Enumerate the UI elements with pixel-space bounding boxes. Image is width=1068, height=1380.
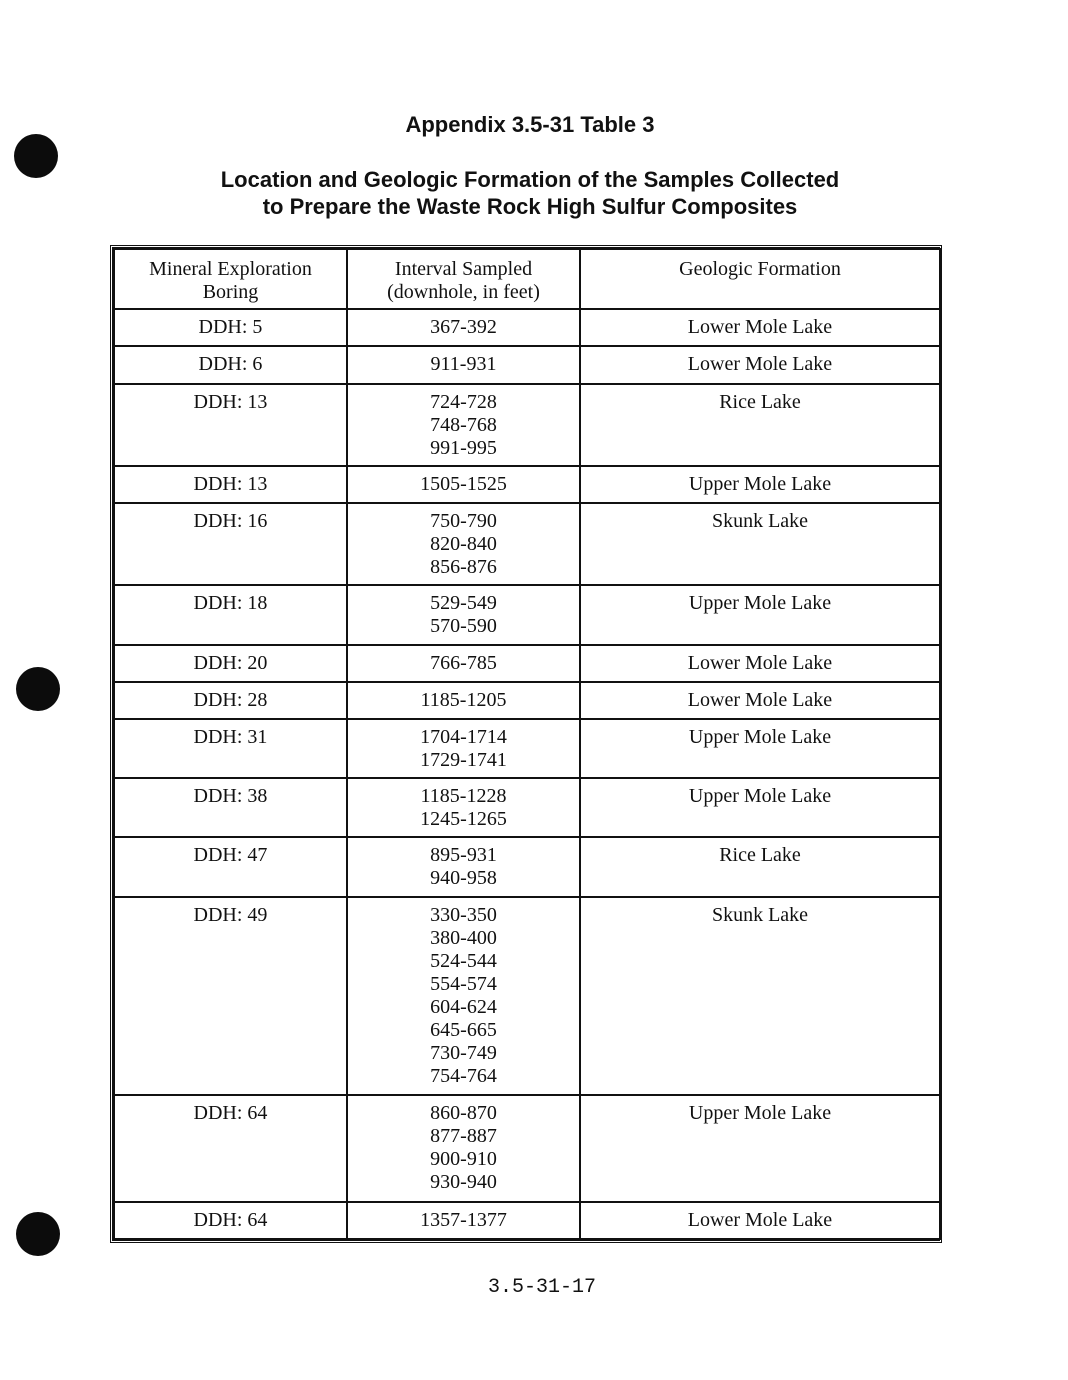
cell-boring: DDH: 49 bbox=[114, 897, 347, 1096]
interval-value: 380-400 bbox=[430, 926, 497, 949]
page-title: Appendix 3.5-31 Table 3 bbox=[405, 112, 655, 137]
interval-value: 554-574 bbox=[430, 972, 497, 995]
interval-value: 524-544 bbox=[430, 949, 497, 972]
header-text: Interval Sampled bbox=[394, 258, 533, 280]
table-row bbox=[114, 585, 940, 644]
cell-interval bbox=[347, 682, 580, 719]
table-row bbox=[114, 645, 940, 682]
table-row bbox=[114, 503, 940, 585]
interval-value: 1729-1741 bbox=[420, 748, 507, 771]
cell-interval bbox=[347, 645, 580, 682]
cell-interval bbox=[347, 1202, 580, 1239]
cell-formation: Skunk Lake bbox=[580, 897, 940, 1096]
header-text: (downhole, in feet) bbox=[387, 281, 540, 303]
cell-boring: DDH: 16 bbox=[114, 503, 347, 585]
cell-interval bbox=[347, 1095, 580, 1201]
table-row bbox=[114, 384, 940, 466]
cell-interval bbox=[347, 346, 580, 383]
interval-value: 529-549 bbox=[430, 592, 497, 615]
cell-formation: Upper Mole Lake bbox=[580, 719, 940, 778]
table-row bbox=[114, 346, 940, 383]
subtitle-line: Location and Geologic Formation of the Samples Collected bbox=[220, 167, 840, 192]
cell-interval bbox=[347, 719, 580, 778]
interval-value: 860-870 bbox=[430, 1102, 497, 1125]
table-row bbox=[114, 837, 940, 896]
subtitle-line: to Prepare the Waste Rock High Sulfur Composites bbox=[262, 194, 798, 219]
interval-value: 367-392 bbox=[430, 316, 497, 339]
cell-boring: DDH: 47 bbox=[114, 837, 347, 896]
cell-formation: Lower Mole Lake bbox=[580, 1202, 940, 1239]
interval-value: 930-940 bbox=[430, 1171, 497, 1194]
cell-boring: DDH: 28 bbox=[114, 682, 347, 719]
interval-value: 766-785 bbox=[430, 651, 497, 674]
page-number: 3.5-31-17 bbox=[487, 1276, 597, 1299]
cell-interval bbox=[347, 585, 580, 644]
interval-value: 1704-1714 bbox=[420, 725, 507, 748]
cell-boring: DDH: 18 bbox=[114, 585, 347, 644]
cell-formation: Upper Mole Lake bbox=[580, 585, 940, 644]
cell-boring: DDH: 64 bbox=[114, 1202, 347, 1239]
column-header-interval bbox=[347, 249, 580, 309]
column-header-boring bbox=[114, 249, 347, 309]
cell-boring: DDH: 20 bbox=[114, 645, 347, 682]
cell-boring: DDH: 13 bbox=[114, 466, 347, 503]
interval-value: 820-840 bbox=[430, 532, 497, 555]
interval-value: 911-931 bbox=[430, 353, 497, 376]
cell-formation: Rice Lake bbox=[580, 384, 940, 466]
cell-formation: Lower Mole Lake bbox=[580, 645, 940, 682]
table-header-row bbox=[114, 249, 940, 309]
interval-value: 1245-1265 bbox=[420, 808, 507, 831]
interval-value: 750-790 bbox=[430, 509, 497, 532]
interval-value: 570-590 bbox=[430, 615, 497, 638]
punch-hole bbox=[16, 667, 60, 711]
table-row bbox=[114, 1202, 940, 1239]
cell-formation: Rice Lake bbox=[580, 837, 940, 896]
cell-formation: Lower Mole Lake bbox=[580, 309, 940, 346]
cell-interval bbox=[347, 503, 580, 585]
interval-value: 856-876 bbox=[430, 555, 497, 578]
column-header-formation bbox=[580, 249, 940, 309]
interval-value: 754-764 bbox=[430, 1064, 497, 1087]
header-text: Mineral Exploration bbox=[149, 258, 312, 280]
table-row bbox=[114, 309, 940, 346]
interval-value: 895-931 bbox=[430, 844, 497, 867]
interval-value: 877-887 bbox=[430, 1125, 497, 1148]
table-row bbox=[114, 682, 940, 719]
interval-value: 724-728 bbox=[430, 390, 497, 413]
cell-formation: Lower Mole Lake bbox=[580, 682, 940, 719]
cell-formation: Upper Mole Lake bbox=[580, 466, 940, 503]
table-row bbox=[114, 778, 940, 837]
interval-value: 730-749 bbox=[430, 1041, 497, 1064]
cell-interval bbox=[347, 897, 580, 1096]
cell-formation: Upper Mole Lake bbox=[580, 778, 940, 837]
interval-value: 900-910 bbox=[430, 1148, 497, 1171]
interval-value: 991-995 bbox=[430, 436, 497, 459]
cell-boring: DDH: 6 bbox=[114, 346, 347, 383]
interval-value: 1505-1525 bbox=[420, 472, 507, 495]
interval-value: 604-624 bbox=[430, 995, 497, 1018]
interval-value: 645-665 bbox=[430, 1018, 497, 1041]
header-text: Geologic Formation bbox=[679, 258, 841, 280]
cell-formation: Skunk Lake bbox=[580, 503, 940, 585]
punch-hole bbox=[16, 1212, 60, 1256]
table-row bbox=[114, 719, 940, 778]
table-row bbox=[114, 1095, 940, 1201]
cell-interval bbox=[347, 309, 580, 346]
page-subtitle bbox=[0, 166, 1060, 220]
table-row bbox=[114, 466, 940, 503]
interval-value: 940-958 bbox=[430, 867, 497, 890]
interval-value: 1357-1377 bbox=[420, 1208, 507, 1231]
cell-interval bbox=[347, 837, 580, 896]
interval-value: 748-768 bbox=[430, 413, 497, 436]
header-text: Boring bbox=[202, 281, 259, 303]
cell-boring: DDH: 13 bbox=[114, 384, 347, 466]
cell-interval bbox=[347, 778, 580, 837]
cell-formation: Upper Mole Lake bbox=[580, 1095, 940, 1201]
interval-value: 1185-1205 bbox=[420, 688, 507, 711]
interval-value: 1185-1228 bbox=[420, 785, 507, 808]
cell-boring: DDH: 5 bbox=[114, 309, 347, 346]
cell-formation: Lower Mole Lake bbox=[580, 346, 940, 383]
cell-boring: DDH: 38 bbox=[114, 778, 347, 837]
samples-table bbox=[113, 248, 941, 1240]
cell-boring: DDH: 64 bbox=[114, 1095, 347, 1201]
cell-boring: DDH: 31 bbox=[114, 719, 347, 778]
samples-table-frame bbox=[110, 245, 942, 1243]
table-row bbox=[114, 897, 940, 1096]
interval-value: 330-350 bbox=[430, 903, 497, 926]
cell-interval bbox=[347, 466, 580, 503]
cell-interval bbox=[347, 384, 580, 466]
